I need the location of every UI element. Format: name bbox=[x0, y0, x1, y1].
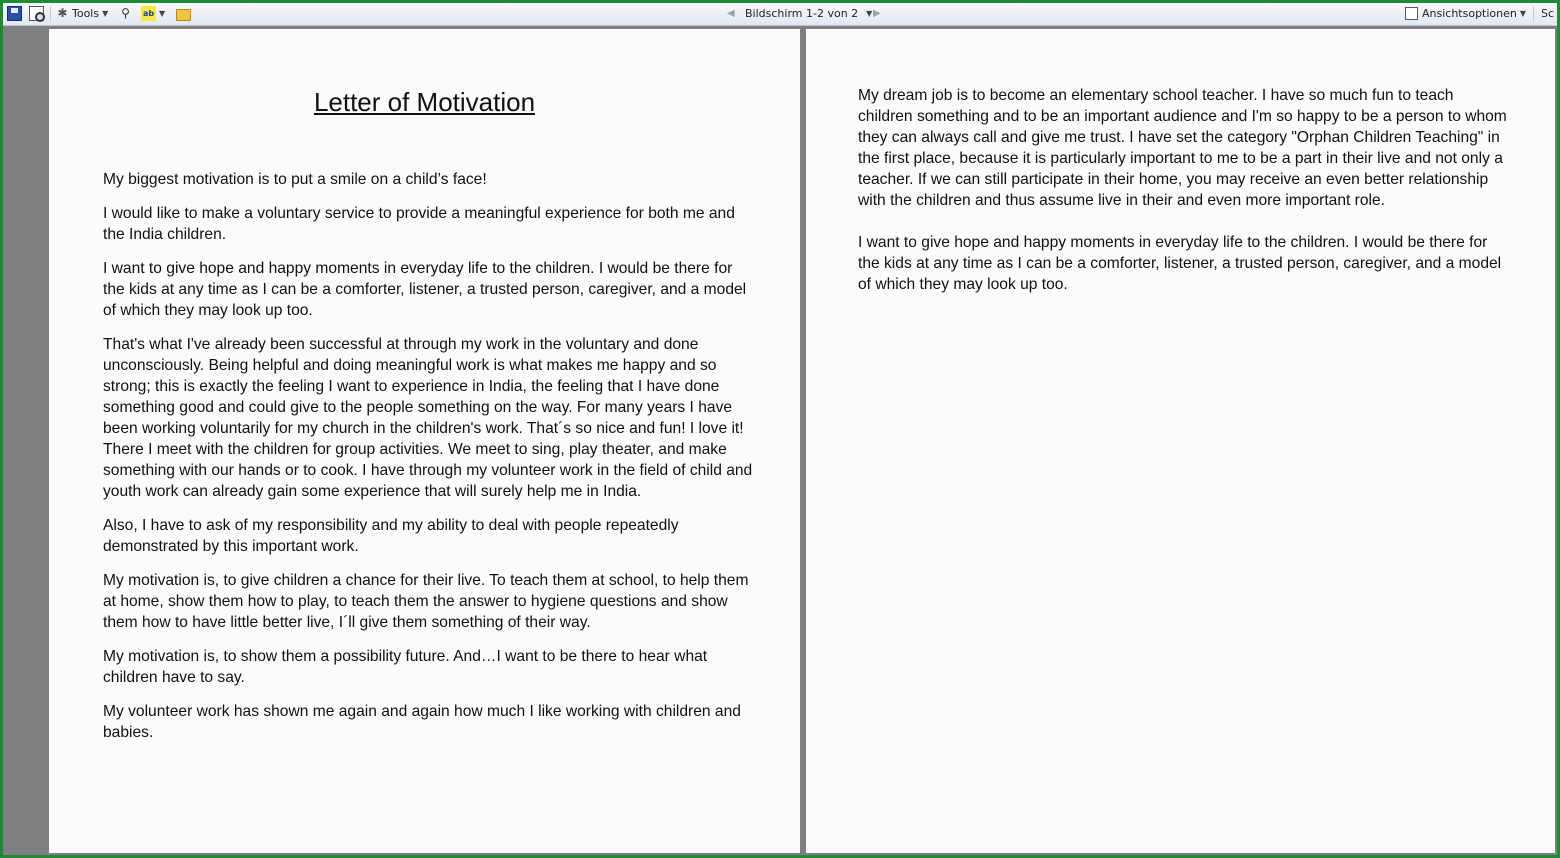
paragraph: My dream job is to become an elementary school teacher. I have so much fun to teach children something and to be an important audience and I'm so happy to be a person to whom they can always call and give me trust. I have set the category "Orphan Children Teaching" in the first place, because it is particularly important to me to be a part in their live and not only a teacher. If we can still participate in their home, you may receive an even better relationship with the children and thus assume live in their and even more important role. bbox=[858, 87, 1507, 209]
reading-toolbar bbox=[3, 3, 1557, 26]
paragraph: I want to give hope and happy moments in everyday life to the children. I would be there for the kids at any time as I can be a comforter, listener, a trusted person, caregiver, and a model of which they may look up too. bbox=[858, 234, 1502, 293]
prev-screen-button[interactable] bbox=[727, 5, 735, 22]
screen-navigator[interactable] bbox=[745, 5, 872, 22]
paragraph: My motivation is, to show them a possibility future. And…I want to be there to hear what children have to say. bbox=[103, 648, 708, 686]
spelling-button[interactable] bbox=[141, 5, 165, 22]
paragraph: My volunteer work has shown me again and again how much I like working with children and babies. bbox=[103, 703, 741, 741]
paragraph: Also, I have to ask of my responsibility and my ability to deal with people repeatedly demonstrated by this important work. bbox=[103, 517, 679, 555]
chevron-down-icon: ▼ bbox=[866, 9, 873, 18]
document-title: Letter of Motivation bbox=[313, 87, 536, 117]
close-button-partial[interactable] bbox=[1537, 5, 1554, 22]
toolbar-separator bbox=[50, 6, 51, 22]
print-preview-button[interactable] bbox=[29, 5, 44, 22]
close-label-partial: Sc bbox=[1541, 7, 1555, 20]
tools-icon: ✱ bbox=[57, 6, 68, 20]
view-options-button[interactable] bbox=[1405, 5, 1526, 22]
paragraph: My motivation is, to give children a chance for their live. To teach them at school, to help them at home, show them how to play, to teach them the answer to hygiene questions and show them how to have little better live, I´ll give them something of their way. bbox=[103, 572, 749, 631]
document-page-2 bbox=[806, 29, 1555, 853]
paragraph: I want to give hope and happy moments in everyday life to the children. I would be there for the kids at any time as I can be a comforter, listener, a trusted person, caregiver, and a model of which they may look up too. bbox=[103, 260, 747, 319]
paragraph: My biggest motivation is to put a smile on a child’s face! bbox=[103, 171, 487, 188]
save-icon bbox=[7, 6, 22, 21]
tools-menu-button[interactable] bbox=[55, 5, 108, 22]
research-icon: ⚲ bbox=[121, 6, 130, 20]
screen-counter: Bildschirm 1-2 von 2 bbox=[745, 7, 859, 20]
toolbar-separator bbox=[1533, 6, 1534, 22]
page-1-body bbox=[103, 169, 753, 756]
chevron-down-icon: ▼ bbox=[159, 9, 166, 18]
paragraph: That's what I've already been successful at through my work in the voluntary and done unconsciously. Being helpful and doing meaningful work is what makes me happy and so strong; this is exactly the feeling I want to experience in India, the feeling that I have done something good and could give to the people something on the way. For many years I have been working voluntarily for my church in the children's work. That´s so nice and fun! I love it! There I meet with the children for group activities. We meet to sing, play theater, and make something with our hands or to cook. I have through my volunteer work in the field of child and youth work can already gain some experience that will surely help me in India. bbox=[103, 336, 753, 500]
chevron-down-icon: ▼ bbox=[1519, 9, 1527, 18]
next-screen-button[interactable] bbox=[873, 5, 881, 22]
next-screen-arrow-icon: ▶ bbox=[873, 8, 881, 19]
spelling-icon: ab bbox=[141, 6, 156, 21]
folder-button[interactable] bbox=[176, 5, 191, 22]
save-button[interactable] bbox=[7, 5, 22, 22]
document-page-1 bbox=[49, 29, 800, 853]
chevron-down-icon: ▼ bbox=[102, 9, 109, 18]
view-options-icon bbox=[1405, 7, 1418, 20]
page-2-body bbox=[858, 85, 1508, 316]
paragraph: I would like to make a voluntary service to provide a meaningful experience for both me and the India children. bbox=[103, 205, 735, 243]
folder-icon bbox=[176, 9, 191, 21]
research-button[interactable] bbox=[118, 5, 133, 22]
view-options-label: Ansichtsoptionen bbox=[1422, 7, 1517, 20]
print-preview-icon bbox=[29, 6, 44, 21]
tools-label: Tools bbox=[72, 7, 100, 20]
prev-screen-arrow-icon: ◀ bbox=[727, 8, 735, 19]
